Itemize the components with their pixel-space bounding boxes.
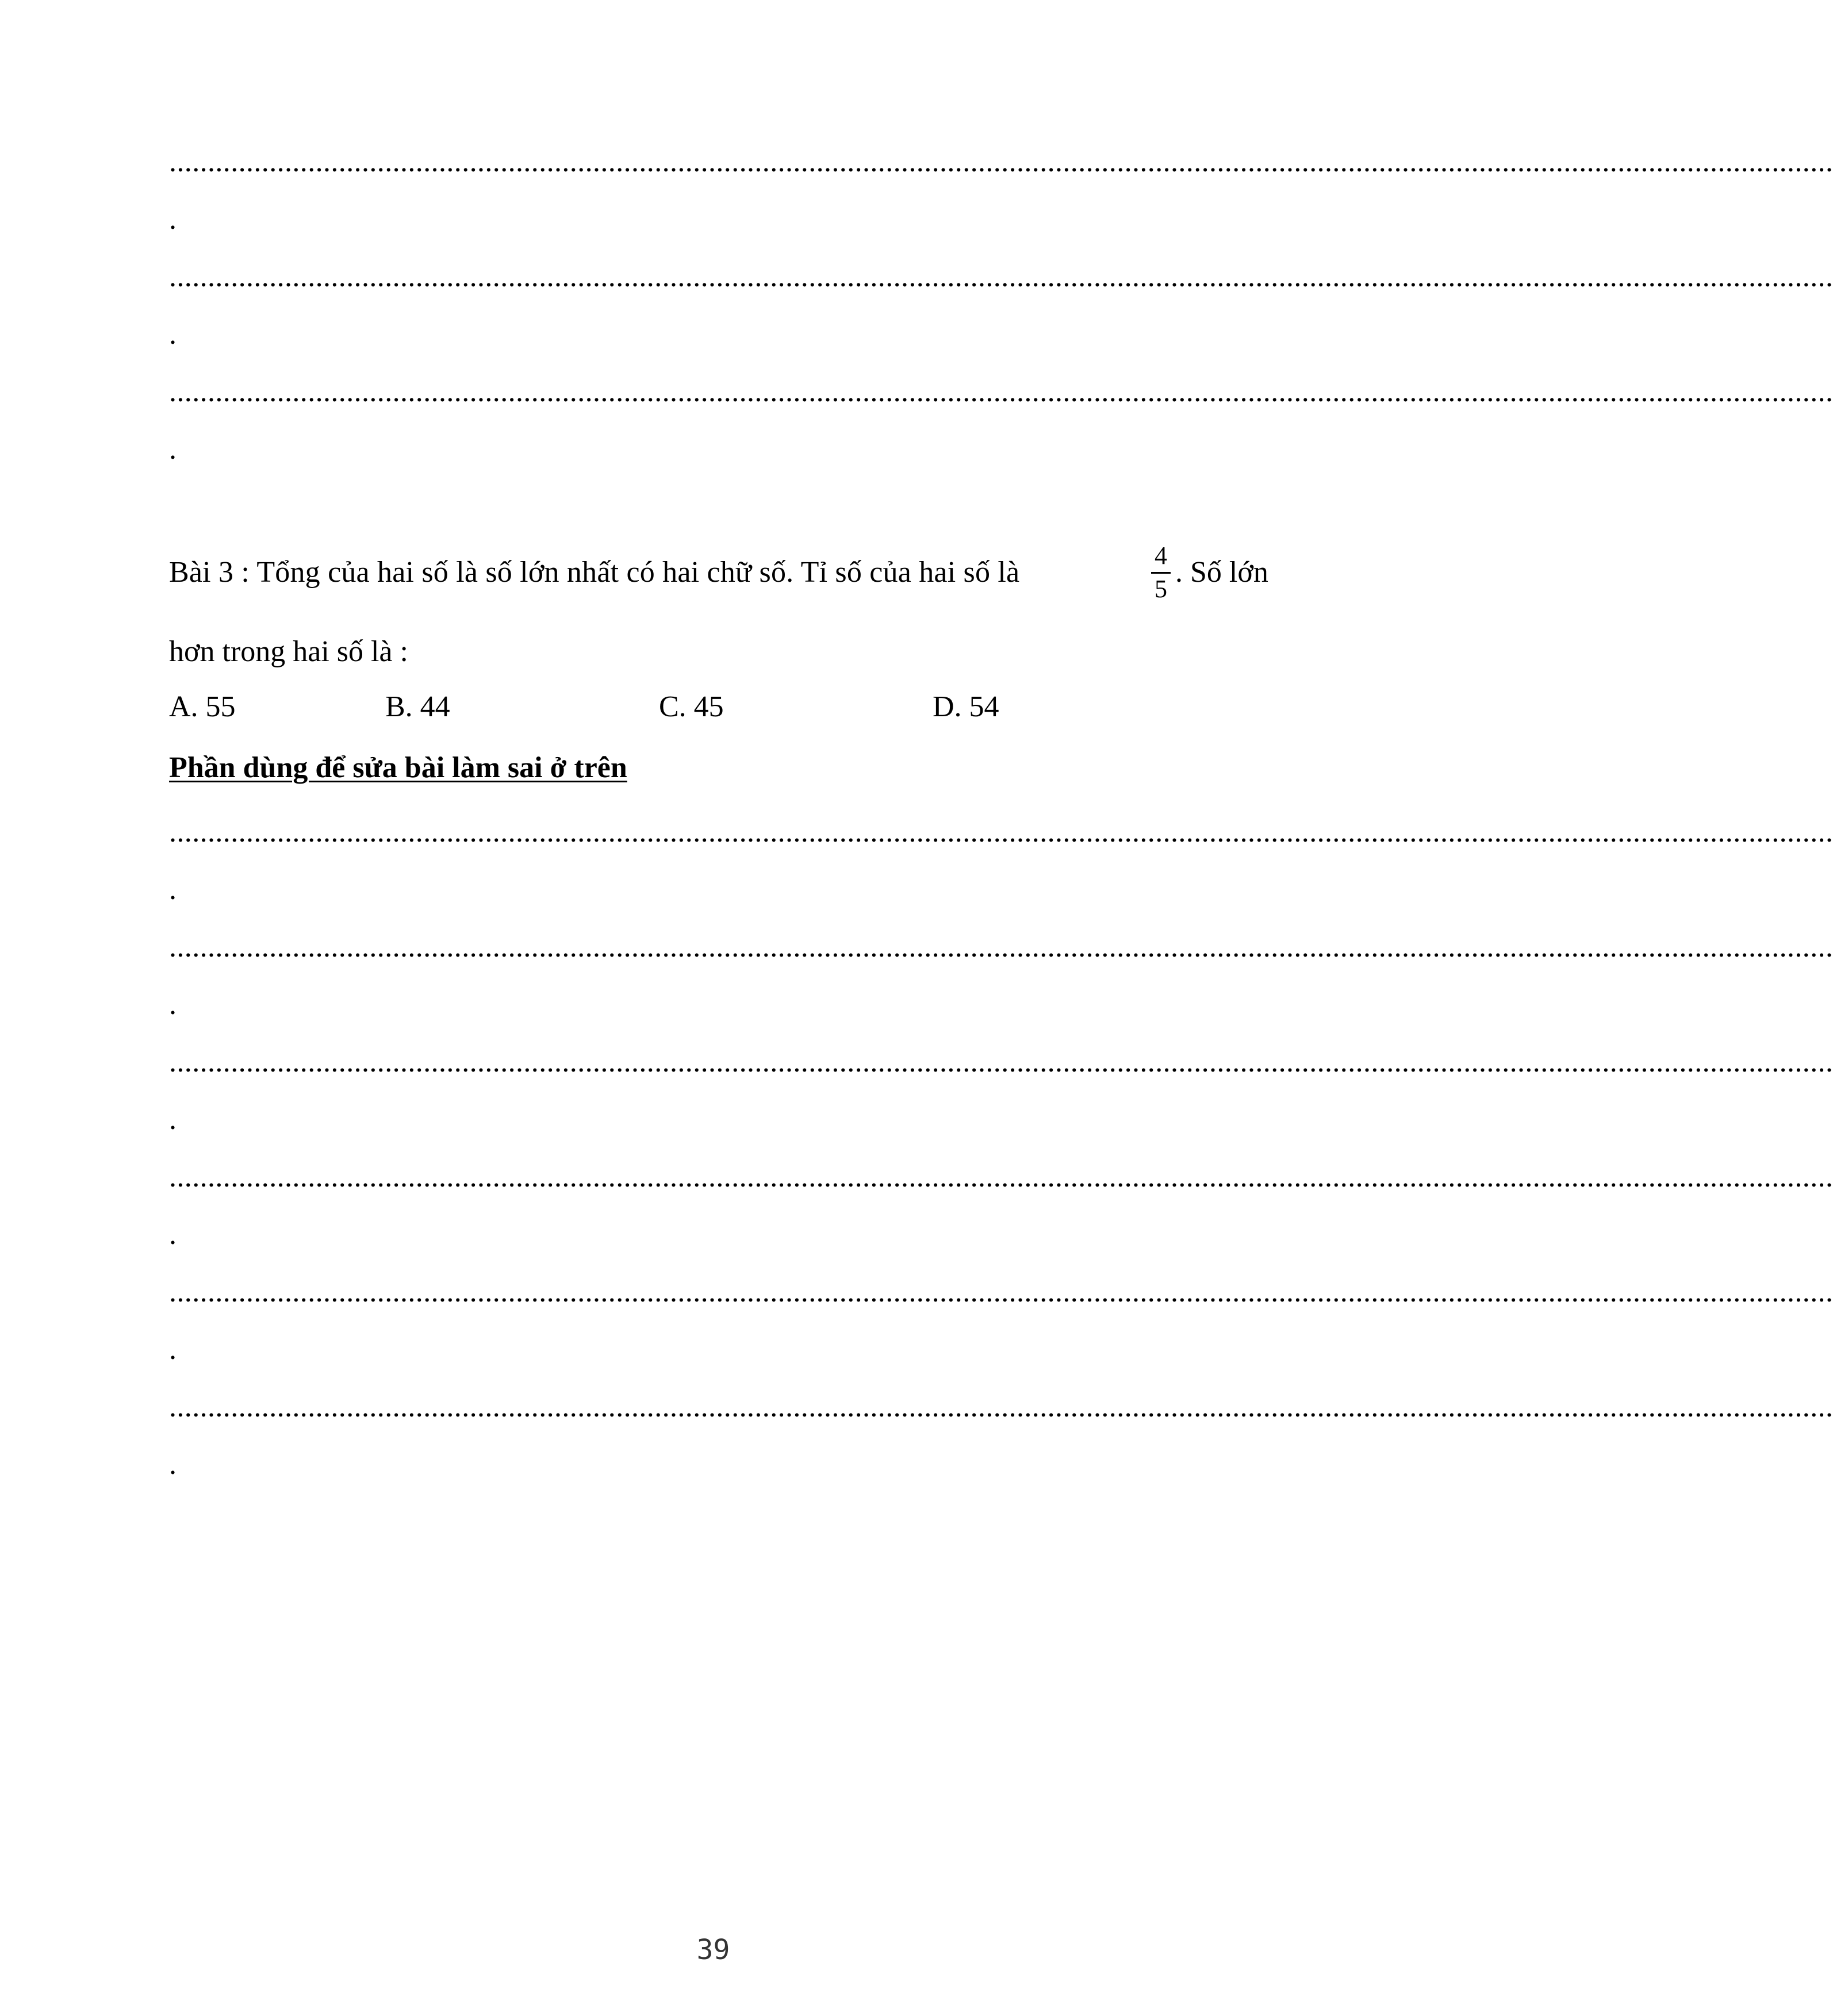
exercise-statement-line-1: Bài 3 : Tổng của hai số là số lớn nhất có hai chữ số. Tỉ số của hai số là [169,556,1020,589]
answer-option-b: B. 44 [385,690,450,723]
correction-dotted-line: ........................................................................................................................................................................................................................ [169,1391,1833,1423]
correction-dotted-line: ........................................................................................................................................................................................................................ [169,816,1833,848]
correction-line-end-dot: . [169,1448,177,1481]
correction-dotted-line: ........................................................................................................................................................................................................................ [169,1046,1833,1078]
exercise-statement-line-2: hơn trong hai số là : [169,635,408,668]
correction-dotted-line: ........................................................................................................................................................................................................................ [169,1161,1833,1193]
correction-line-end-dot: . [169,1333,177,1366]
answer-dotted-line: ........................................................................................................................................................................................................................ [169,145,1833,178]
answer-option-d: D. 54 [933,690,999,723]
correction-line-end-dot: . [169,873,177,906]
correction-line-end-dot: . [169,988,177,1021]
answer-option-c: C. 45 [659,690,724,723]
answer-line-end-dot: . [169,433,177,466]
answer-line-end-dot: . [169,203,177,236]
fraction-denominator: 5 [1155,575,1167,603]
correction-section-heading: Phần dùng để sửa bài làm sai ở trên [169,751,627,784]
exercise-statement-line-1-end: . Số lớn [1175,556,1268,589]
fraction-numerator: 4 [1155,542,1167,570]
fraction-bar [1151,572,1171,574]
correction-line-end-dot: . [169,1103,177,1136]
correction-dotted-line: ........................................................................................................................................................................................................................ [169,931,1833,963]
correction-line-end-dot: . [169,1218,177,1251]
answer-line-end-dot: . [169,318,177,351]
answer-dotted-line: ........................................................................................................................................................................................................................ [169,375,1833,408]
answer-option-a: A. 55 [169,690,236,723]
correction-dotted-line: ........................................................................................................................................................................................................................ [169,1276,1833,1308]
page-number: 39 [696,1934,730,1966]
answer-dotted-line: ........................................................................................................................................................................................................................ [169,260,1833,293]
